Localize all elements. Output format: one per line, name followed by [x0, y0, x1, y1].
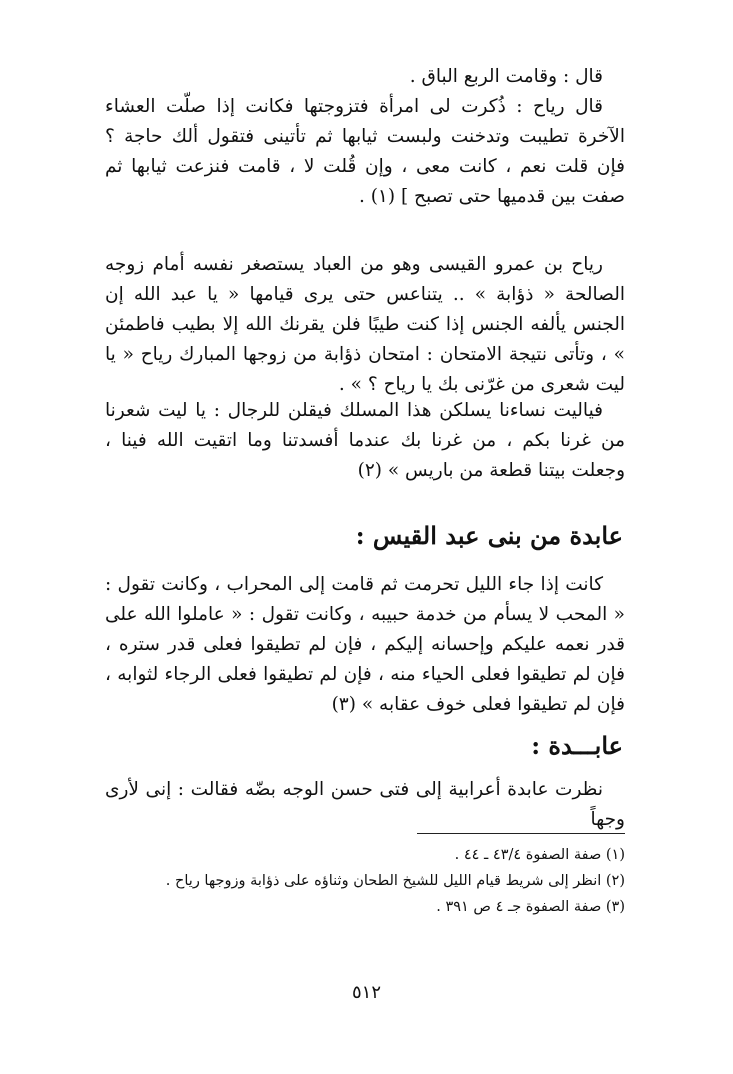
paragraph-abida-night-prayer: كانت إذا جاء الليل تحرمت ثم قامت إلى المحراب ، وكانت تقول : « المحب لا يسأم من خدمة حبيبه ، وكانت تقول : « عاملوا الله على قدر نعمه عليكم وإحسانه إليكم ، فإن لم تطيقوا فعلى قدر ستره ، فإن لم تطيقوا فعلى الحياء منه ، فإن لم تطيقوا فعلى الرجاء لثوابه ، فإن لم تطيقوا فعلى خوف عقابه » (٣)	[105, 574, 625, 715]
paragraph-bedouin-abida: نظرت عابدة أعرابية إلى فتى حسن الوجه بضّه فقالت : إنى لأرى وجهاً	[105, 779, 625, 830]
footnote-separator	[417, 833, 625, 834]
footnote-1: (١) صفة الصفوة ٤٣/٤ ـ ٤٤ .	[454, 847, 625, 863]
paragraph-riyah-bin-amr: رياح بن عمرو القيسى وهو من العباد يستصغر نفسه أمام زوجه الصالحة « ذؤابة » .. يتناعس حتى يرى قيامها « يا عبد الله إن الجنس يألفه الجنس إذا كنت طيبًا فلن يقرنك الله إلا بطيب فاطمئن » ، وتأتى نتيجة الامتحان : امتحان ذؤابة من زوجها المبارك رياح « يا ليت شعرى من غرّنى بك يا رياح ؟ » .	[105, 254, 625, 395]
footnote-3: (٣) صفة الصفوة جـ ٤ ص ٣٩١ .	[436, 899, 625, 915]
paragraph-rabi-remark: قال : وقامت الربع الباق .	[409, 66, 603, 87]
footnote-2: (٢) انظر إلى شريط قيام الليل للشيخ الطحان وثناؤه على ذؤابة وزوجها رياح .	[165, 873, 625, 889]
heading-abida-bani-abd-al-qays: عابدة من بنى عبد القيس :	[355, 521, 623, 550]
paragraph-our-women: فياليت نساءنا يسلكن هذا المسلك فيقلن للرجال : يا ليت شعرنا من غرنا بكم ، من غرنا بك عندما أفسدتنا وما اتقيت الله فينا ، وجعلت بيتنا قطعة من باريس » (٢)	[105, 400, 625, 481]
page-number: ٥١٢	[351, 982, 381, 1003]
heading-abida: عابـــدة :	[531, 731, 623, 760]
paragraph-riyah-wife: قال رياح : ذُكرت لى امرأة فتزوجتها فكانت إذا صلّت العشاء الآخرة تطيبت وتدخنت ولبست ثيابها ثم تأتينى فتقول ألك حاجة ؟ فإن قلت نعم ، كانت معى ، وإن قُلت لا ، قامت فنزعت ثيابها ثم صفت بين قدميها حتى تصبح ] (١) .	[105, 96, 625, 207]
